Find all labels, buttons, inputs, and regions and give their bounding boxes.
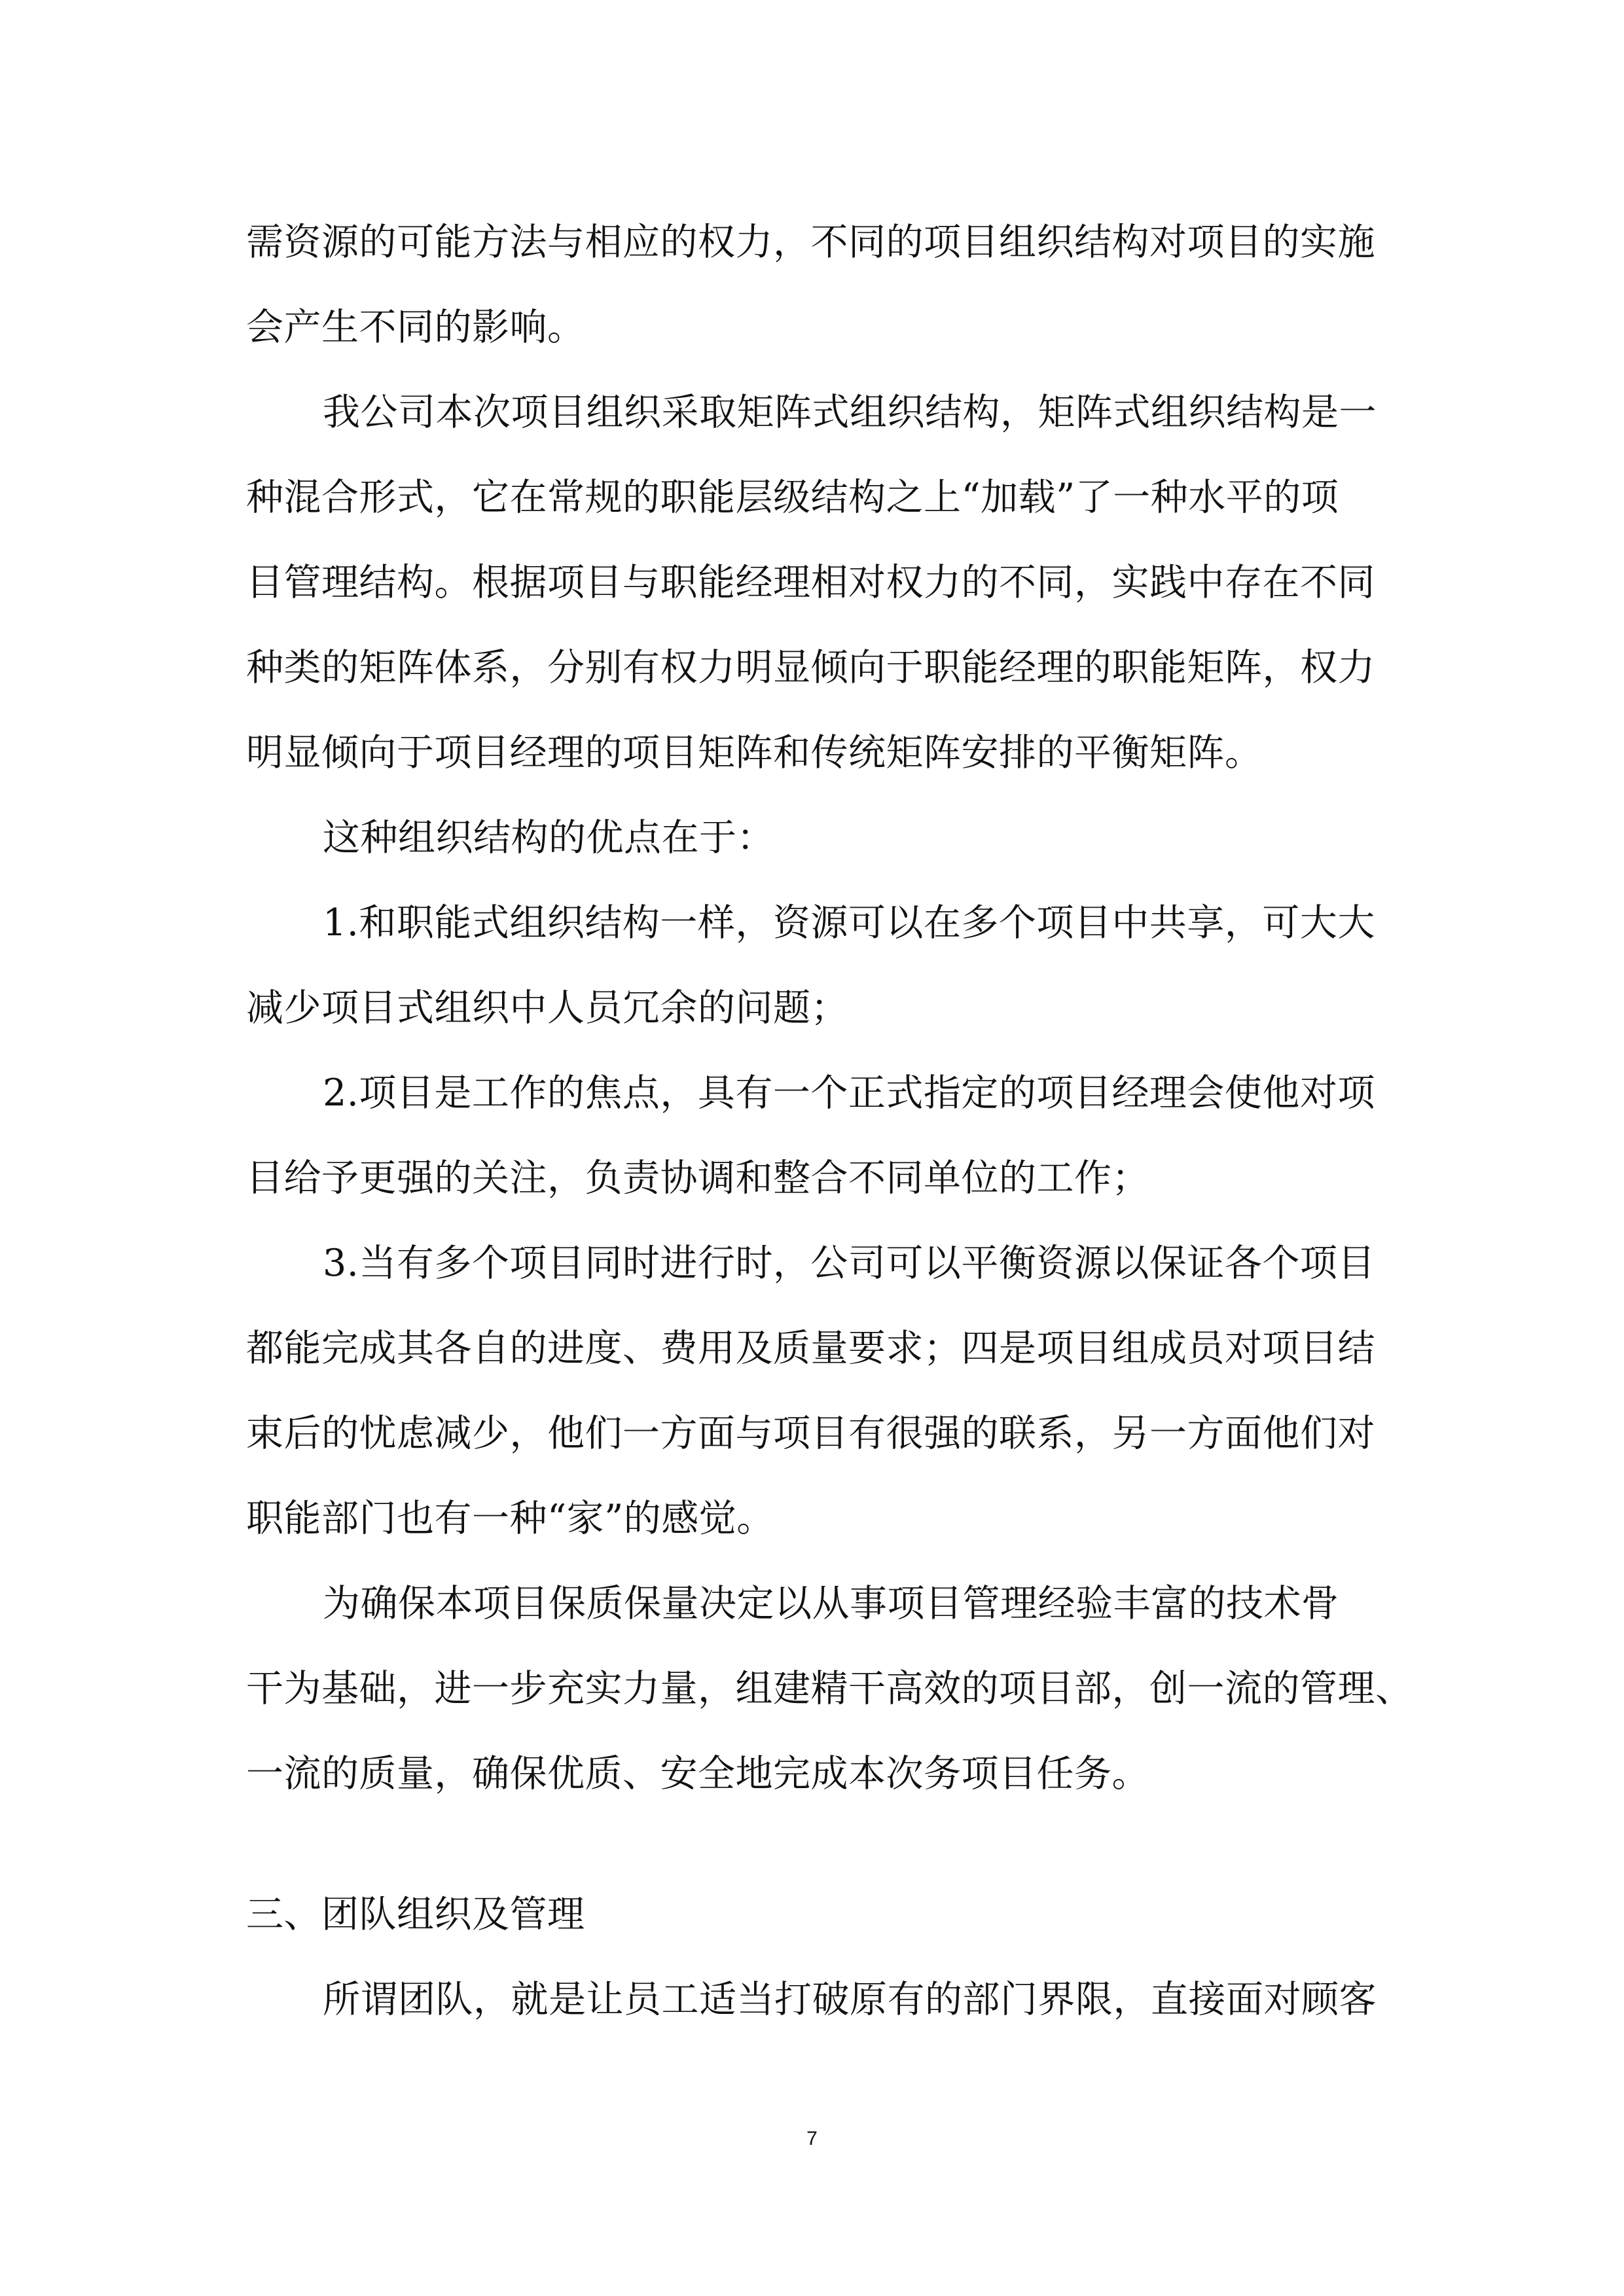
body-line: 种混合形式，它在常规的职能层级结构之上“加载”了一种水平的项 (246, 476, 1339, 519)
paragraph-start-line: 我公司本次项目组织采取矩阵式组织结构，矩阵式组织结构是一 (323, 391, 1377, 434)
body-line: 干为基础，进一步充实力量，组建精干高效的项目部，创一流的管理、 (246, 1667, 1413, 1710)
body-line: 会产生不同的影响。 (246, 306, 585, 349)
list-item-3-line: 都能完成其各自的进度、费用及质量要求；四是项目组成员对项目结 (246, 1327, 1375, 1370)
body-line: 一流的质量，确保优质、安全地完成本次务项目任务。 (246, 1752, 1149, 1795)
page-number: 7 (806, 2128, 818, 2149)
list-item-2-line: 2.项目是工作的焦点，具有一个正式指定的项目经理会使他对项 (323, 1071, 1375, 1115)
list-item-3-line: 职能部门也有一种“家”的感觉。 (246, 1497, 774, 1540)
section-heading: 三、团队组织及管理 (246, 1893, 585, 1936)
list-item-1-line: 减少项目式组织中人员冗余的问题； (246, 986, 848, 1030)
paragraph-start-line: 为确保本项目保质保量决定以从事项目管理经验丰富的技术骨 (323, 1582, 1339, 1625)
list-item-2-line: 目给予更强的关注，负责协调和整合不同单位的工作； (246, 1157, 1149, 1200)
list-item-1-line: 1.和职能式组织结构一样，资源可以在多个项目中共享，可大大 (323, 901, 1375, 944)
list-item-3-line: 3.当有多个项目同时进行时，公司可以平衡资源以保证各个项目 (323, 1242, 1375, 1285)
paragraph-start-line: 这种组织结构的优点在于： (323, 816, 774, 859)
section-paragraph-line: 所谓团队，就是让员工适当打破原有的部门界限，直接面对顾客 (323, 1978, 1377, 2021)
body-line: 明显倾向于项目经理的项目矩阵和传统矩阵安排的平衡矩阵。 (246, 731, 1263, 774)
body-line: 种类的矩阵体系，分别有权力明显倾向于职能经理的职能矩阵，权力 (246, 646, 1375, 689)
body-line: 目管理结构。根据项目与职能经理相对权力的不同，实践中存在不同 (246, 561, 1375, 604)
body-line: 需资源的可能方法与相应的权力，不同的项目组织结构对项目的实施 (246, 221, 1375, 264)
list-item-3-line: 束后的忧虑减少，他们一方面与项目有很强的联系，另一方面他们对 (246, 1412, 1375, 1455)
